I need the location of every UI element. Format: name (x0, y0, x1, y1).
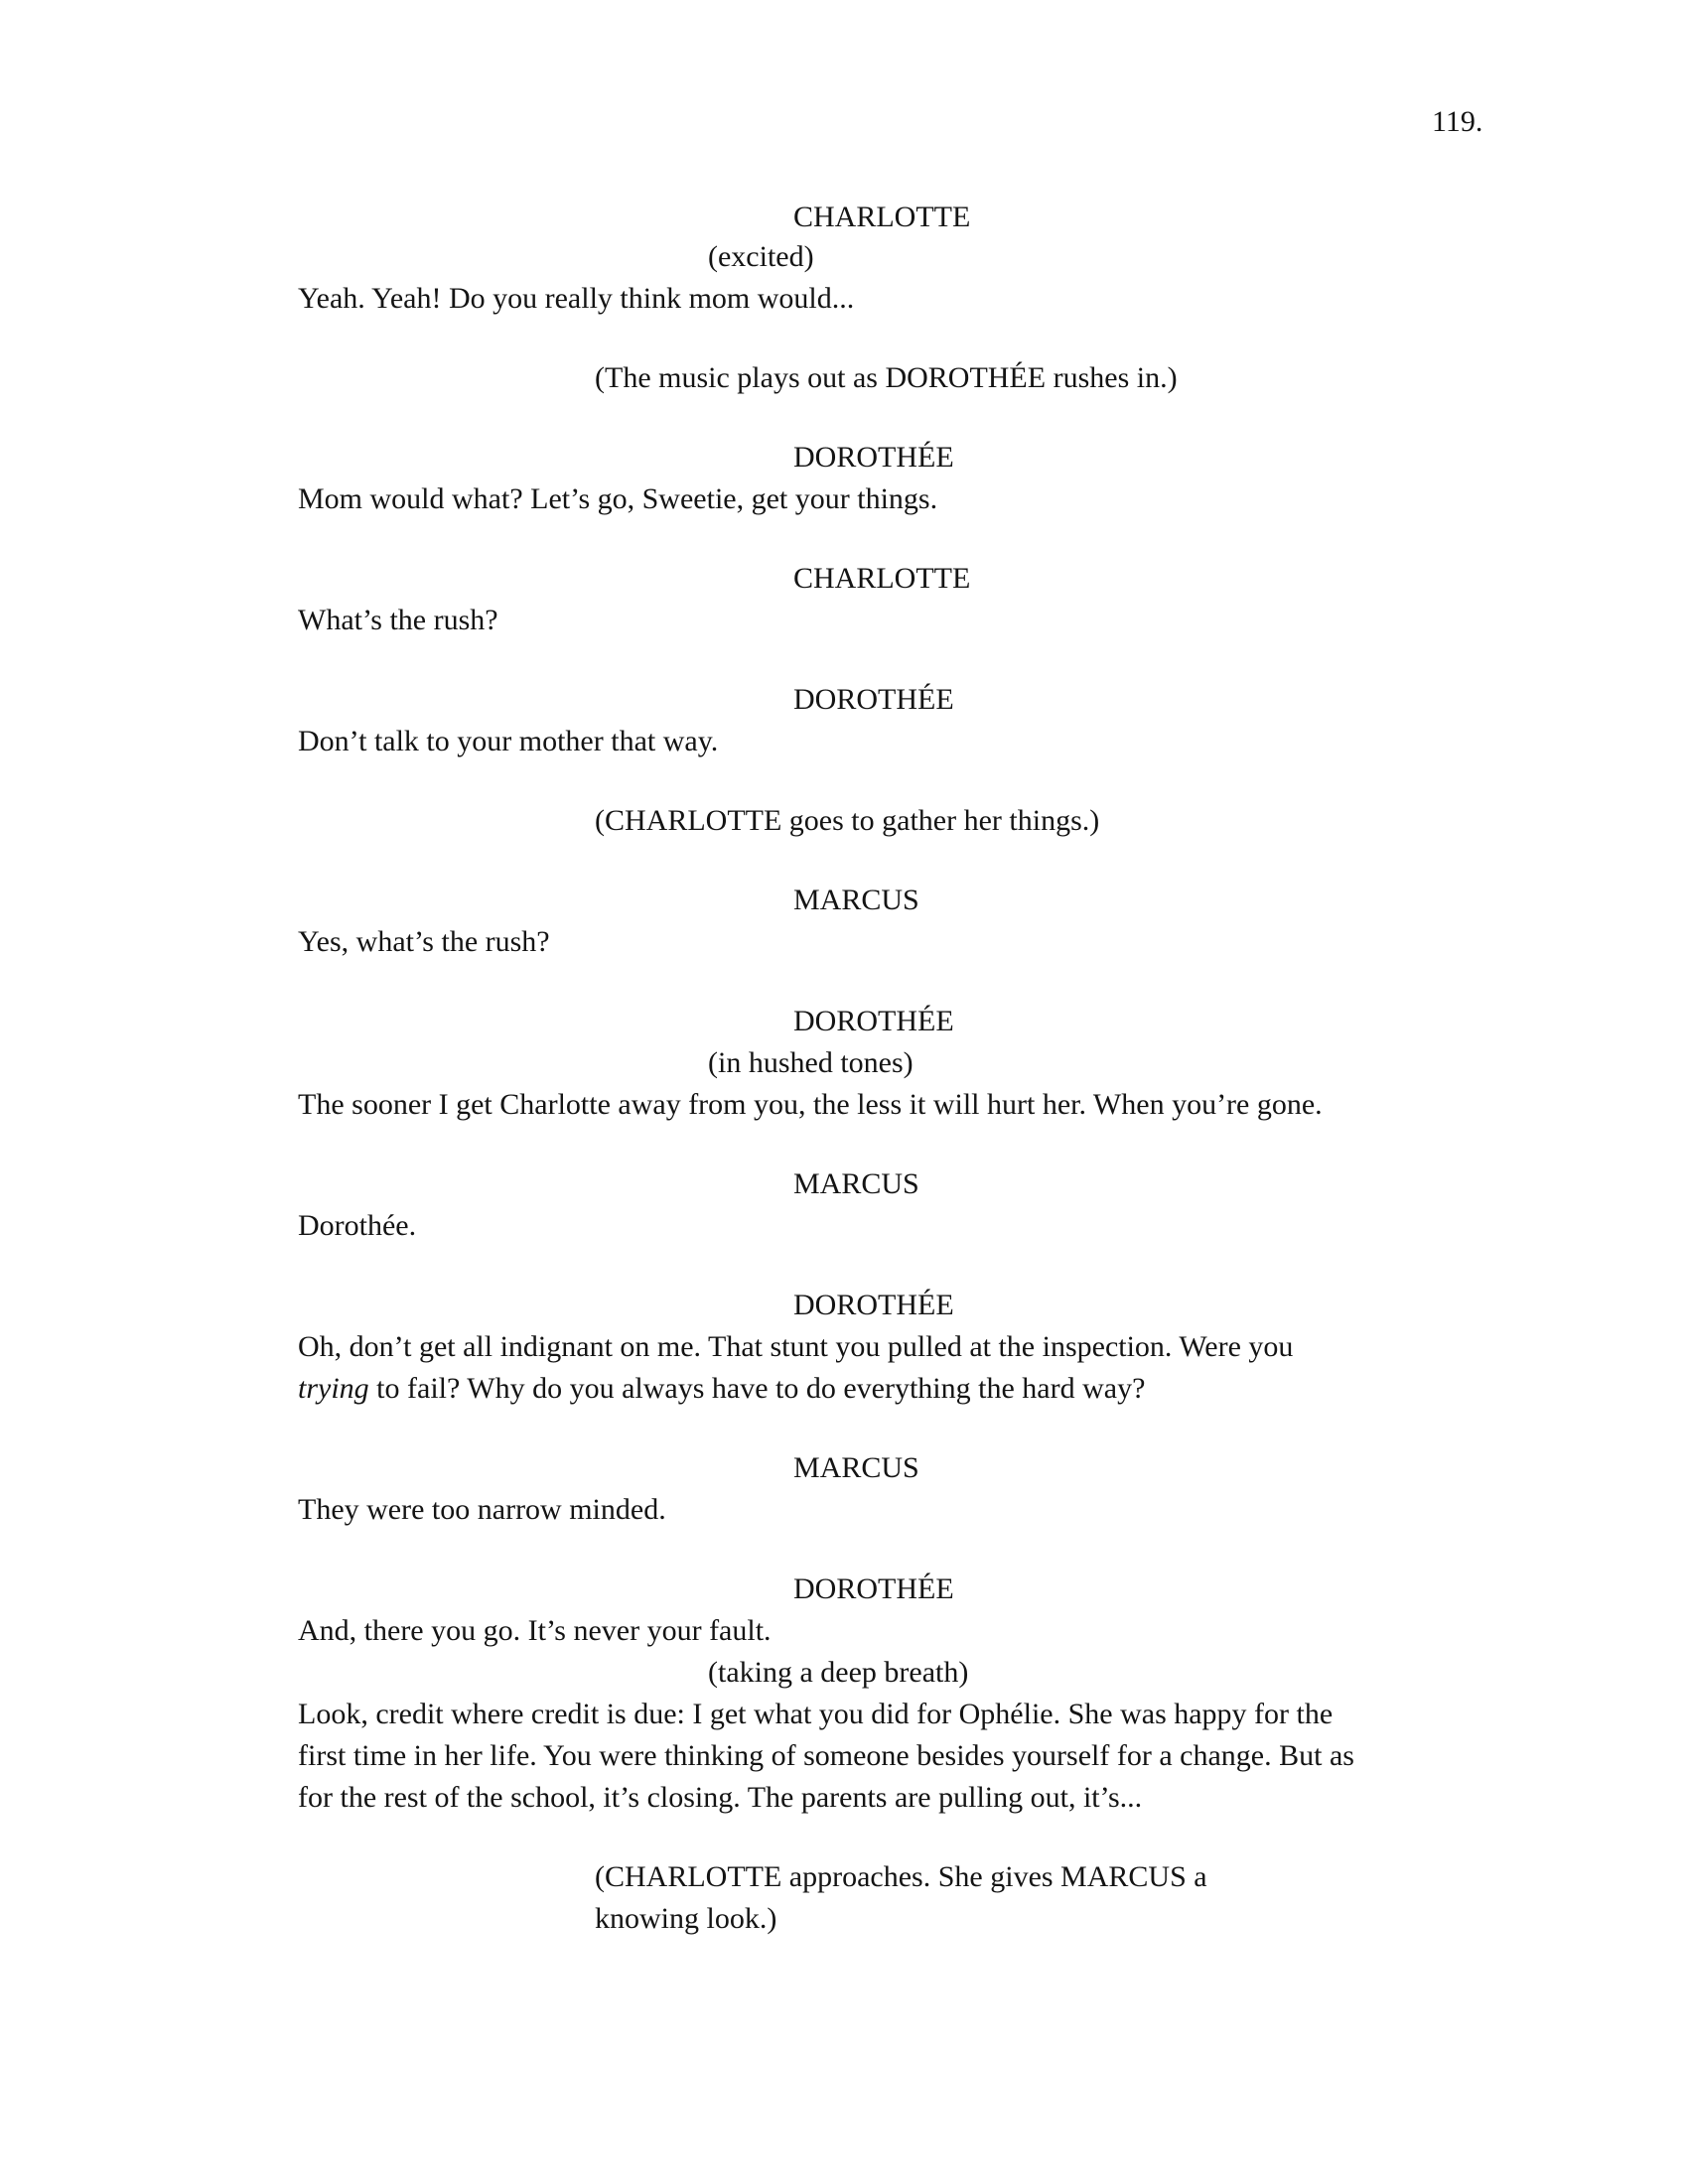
character-name: DOROTHÉE (793, 1572, 954, 1605)
parenthetical: (in hushed tones) (708, 1046, 914, 1079)
dialogue-line: Yeah. Yeah! Do you really think mom would... (298, 282, 855, 315)
dialogue-line: Yes, what’s the rush? (298, 925, 550, 958)
dialogue-line: Look, credit where credit is due: I get what you did for Ophélie. She was happy for the (298, 1698, 1334, 1730)
stage-direction: (CHARLOTTE approaches. She gives MARCUS a (595, 1860, 1207, 1893)
dialogue-line: first time in her life. You were thinking of someone besides yourself for a change. But as (298, 1739, 1354, 1772)
stage-direction: (The music plays out as DOROTHÉE rushes in.) (595, 361, 1178, 394)
dialogue-line: And, there you go. It’s never your fault. (298, 1614, 772, 1647)
dialogue-line: Don’t talk to your mother that way. (298, 725, 719, 757)
dialogue-line: Oh, don’t get all indignant on me. That stunt you pulled at the inspection. Were you (298, 1330, 1294, 1363)
stage-direction: knowing look.) (595, 1902, 777, 1935)
parenthetical: (taking a deep breath) (708, 1656, 969, 1689)
dialogue-line: The sooner I get Charlotte away from you, the less it will hurt her. When you’re gone. (298, 1088, 1323, 1121)
dialogue-line: for the rest of the school, it’s closing. The parents are pulling out, it’s... (298, 1781, 1143, 1814)
dialogue-line: Mom would what? Let’s go, Sweetie, get your things. (298, 482, 938, 515)
dialogue-line: They were too narrow minded. (298, 1493, 666, 1526)
stage-direction: (CHARLOTTE goes to gather her things.) (595, 804, 1100, 837)
dialogue-line: What’s the rush? (298, 604, 498, 636)
parenthetical: (excited) (708, 240, 814, 273)
dialogue-line-rest: to fail? Why do you always have to do everything the hard way? (368, 1372, 1146, 1405)
character-name: CHARLOTTE (793, 201, 971, 233)
character-name: DOROTHÉE (793, 1005, 954, 1037)
emphasized-word: trying (298, 1372, 369, 1405)
character-name: MARCUS (793, 884, 919, 916)
character-name: DOROTHÉE (793, 1289, 954, 1321)
page-number: 119. (1432, 105, 1483, 138)
character-name: MARCUS (793, 1167, 919, 1200)
dialogue-line (298, 1368, 1145, 1410)
character-name: MARCUS (793, 1451, 919, 1484)
character-name: DOROTHÉE (793, 441, 954, 474)
dialogue-line: Dorothée. (298, 1209, 417, 1242)
character-name: CHARLOTTE (793, 562, 971, 595)
character-name: DOROTHÉE (793, 683, 954, 716)
